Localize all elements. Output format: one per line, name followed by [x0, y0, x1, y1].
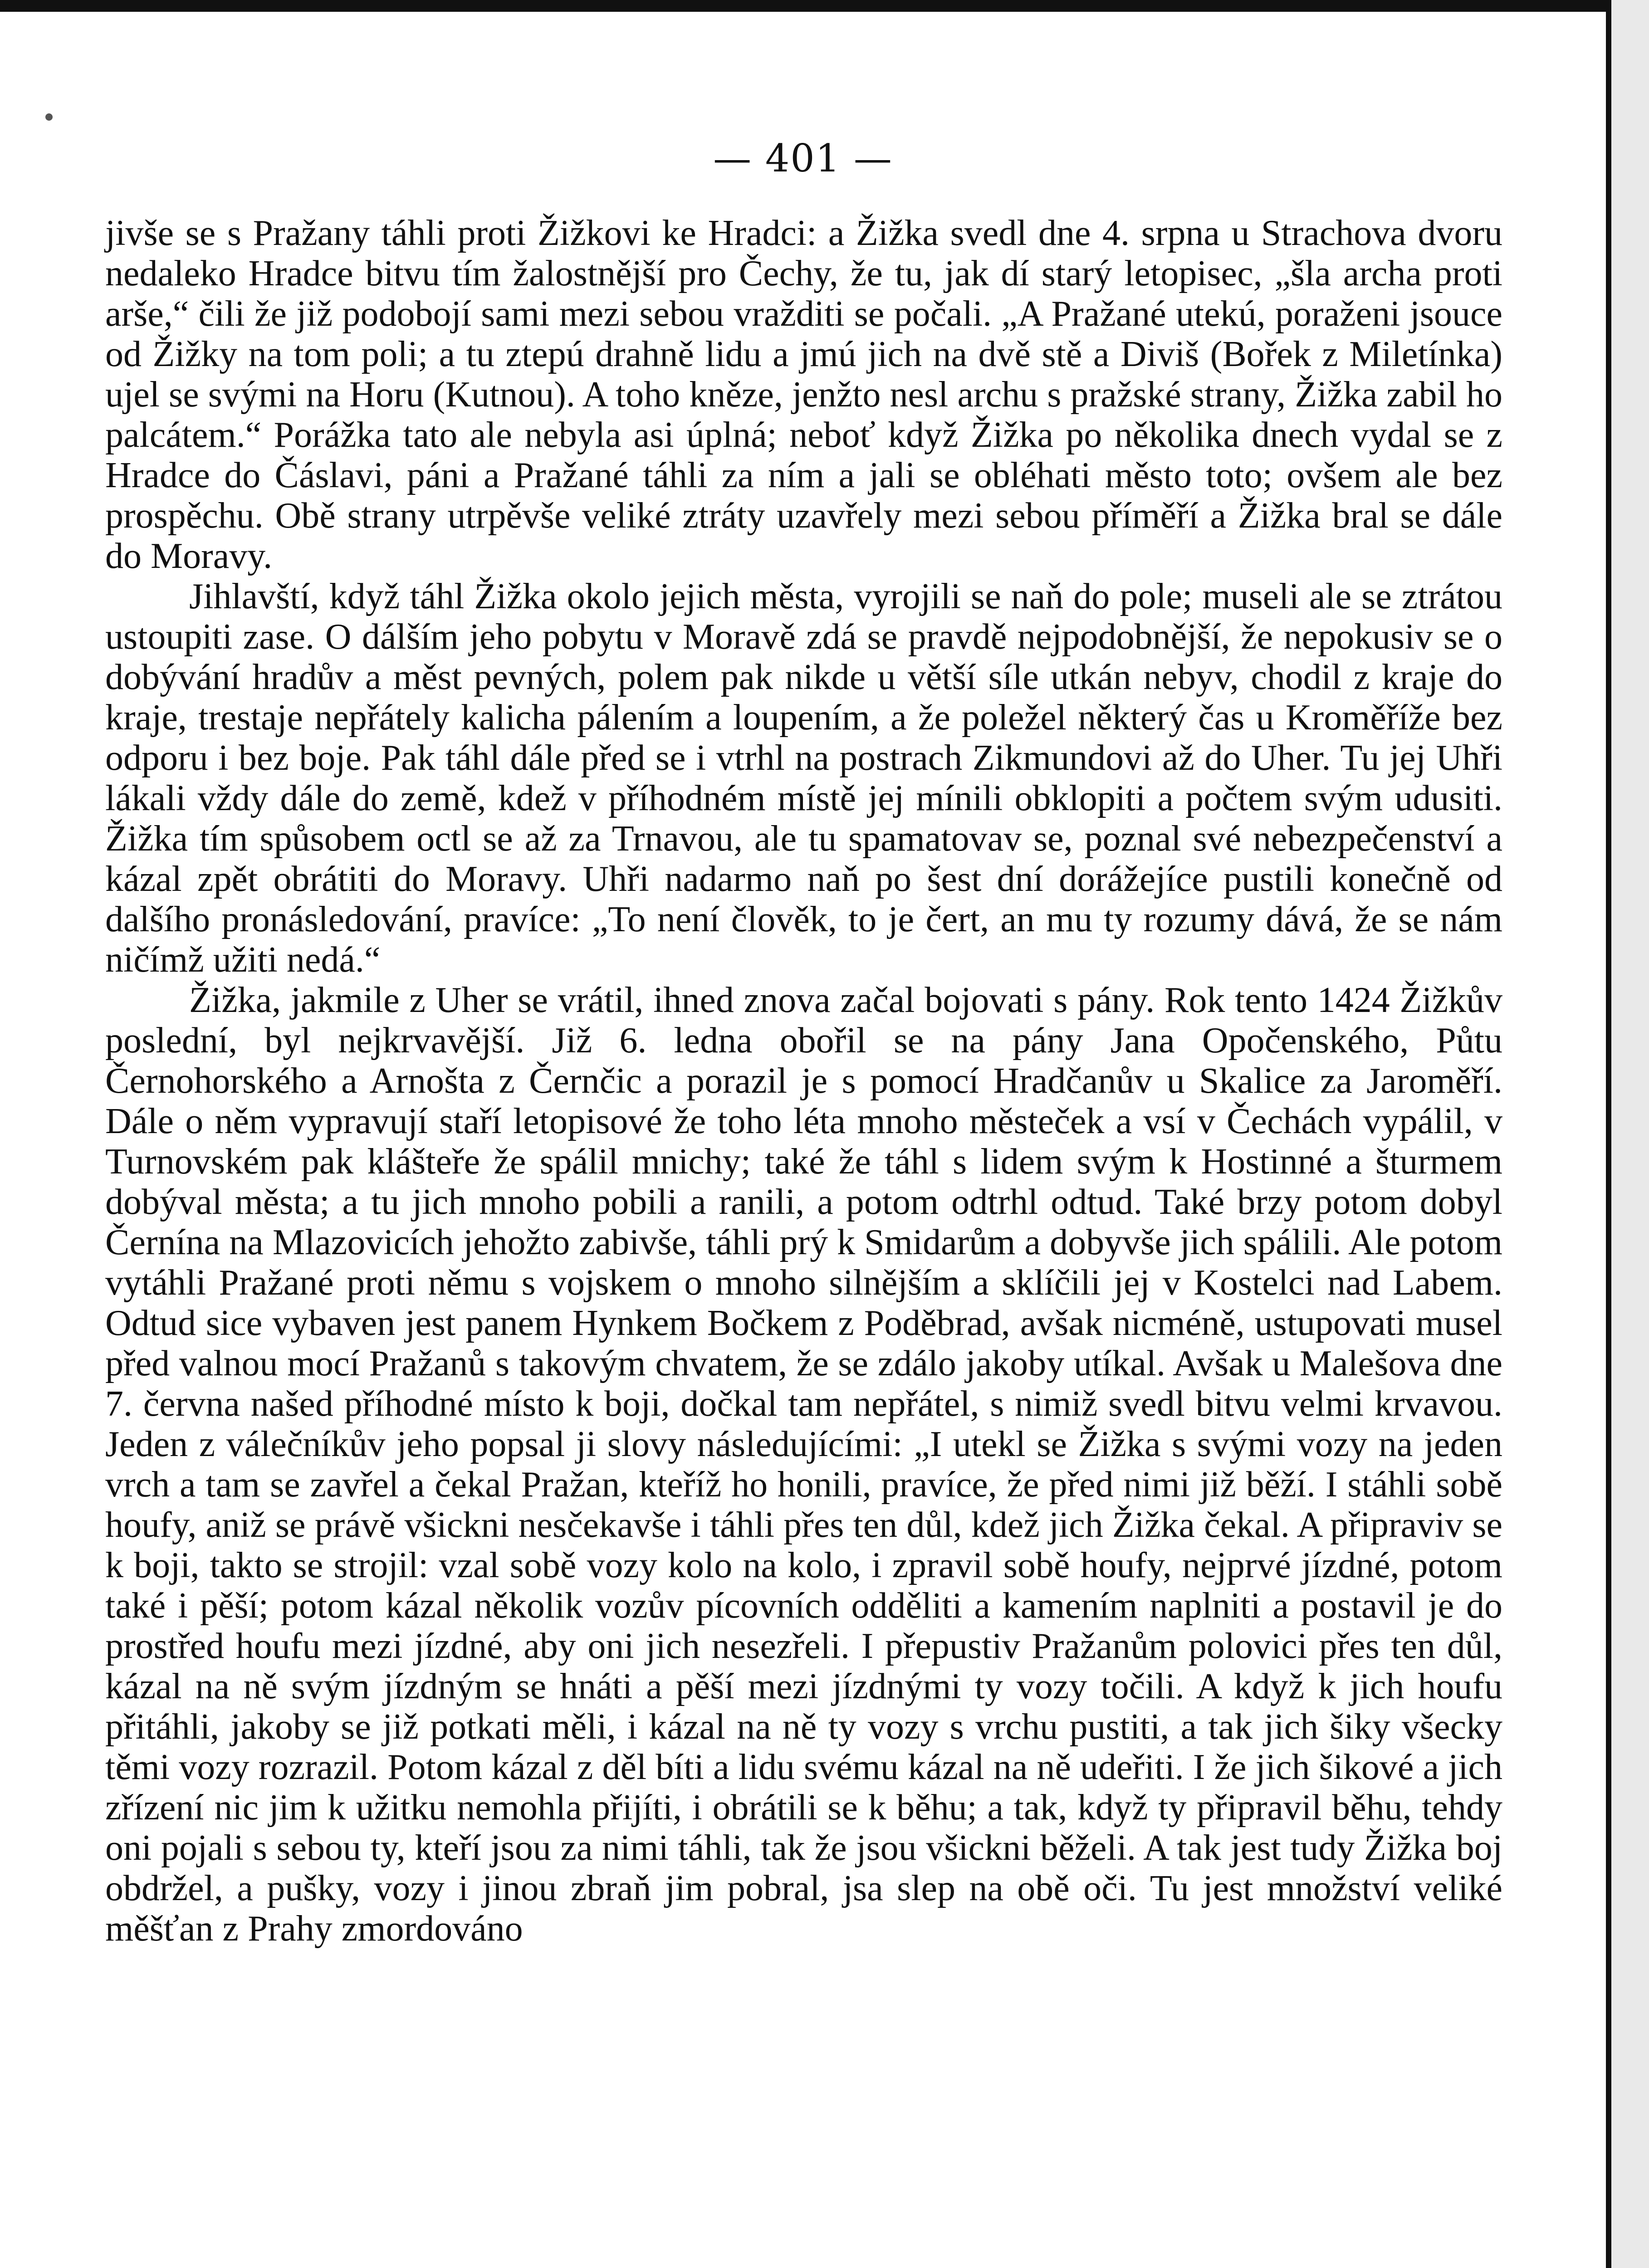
body-text [105, 213, 1502, 1949]
scan-speck [45, 113, 53, 121]
scan-border-right [1606, 0, 1649, 2268]
paragraph-3: Žižka, jakmile z Uher se vrátil, ihned znova začal bojovati s pány. Rok tento 1424 Žižkův poslední, byl nejkrvavější. Již 6. ledna obořil se na pány Jana Opočenského, Půtu Černohorského a Arnošta z Černčic a porazil je s pomocí Hradčanův u Skalice za Jaroměří. Dále o něm vypravují staří letopisové že toho léta mnoho městeček a vsí v Čechách vypálil, v Turnovském pak klášteře že spálil mnichy; také že táhl s lidem svým k Hostinné a šturmem dobýval města; a tu jich mnoho pobili a ranili, a potom odtrhl odtud. Také brzy potom dobyl Černína na Mlazovicích jehožto zabivše, táhli prý k Smidarům a dobyvše jich spálili. Ale potom vytáhli Pražané proti němu s vojskem o mnoho silnějším a sklíčili jej v Kostelci nad Labem. Odtud sice vybaven jest panem Hynkem Bočkem z Poděbrad, avšak nicméně, ustupovati musel před valnou mocí Pražanů s takovým chvatem, že se zdálo jakoby utíkal. Avšak u Malešova dne 7. června našed příhodné místo k boji, dočkal tam nepřátel, s nimiž svedl bitvu velmi krvavou. Jeden z válečníkův jeho popsal ji slovy následujícími: „I utekl se Žižka s svými vozy na jeden vrch a tam se zavřel a čekal Pražan, kteříž ho honili, pravíce, že před nimi již běží. I stáhli sobě houfy, aniž se právě všickni nesčekavše i táhli přes ten důl, kdež jich Žižka čekal. A připraviv se k boji, takto se strojil: vzal sobě vozy kolo na kolo, i zpravil sobě houfy, nejprvé jízdné, potom také i pěší; potom kázal několik vozův pícovních odděliti a kamením naplniti a postavil je do prostřed houfu mezi jízdné, aby oni jich nesezřeli. I přepustiv Pražanům polovici přes ten důl, kázal na ně svým jízdným se hnáti a pěší mezi jízdnými ty vozy točili. A když k jich houfu přitáhli, jakoby se již potkati měli, i kázal na ně ty vozy s vrchu pustiti, a tak jich šiky všecky těmi vozy rozrazil. Potom kázal z děl bíti a lidu svému kázal na ně udeřiti. I že jich šikové a jich zřízení nic jim k užitku nemohla přijíti, i obrátili se k běhu; a tak, když ty připravil běhu, tehdy oni pojali s sebou ty, kteří jsou za nimi táhli, tak že jsou všickni běželi. A tak jest tudy Žižka boj obdržel, a pušky, vozy i jinou zbraň jim pobral, jsa slep na obě oči. Tu jest množství veliké měšťan z Prahy zmordováno [105, 980, 1502, 1949]
paragraph-2: Jihlavští, když táhl Žižka okolo jejich města, vyrojili se naň do pole; museli ale se ztrátou ustoupiti zase. O dálším jeho pobytu v Moravě zdá se pravdě nejpodobnější, že nepokusiv se o dobývání hradův a měst pevných, polem pak nikde u větší síle utkán nebyv, chodil z kraje do kraje, trestaje nepřátely kalicha pálením a loupením, a že poležel některý čas u Kroměříže bez odporu i bez boje. Pak táhl dále před se i vtrhl na postrach Zikmundovi až do Uher. Tu jej Uhři lákali vždy dále do země, kdež v příhodném místě jej mínili obklopiti a počtem svým udusiti. Žižka tím spůsobem octl se až za Trnavou, ale tu spamatovav se, poznal své nebezpečenství a kázal zpět obrátiti do Moravy. Uhři nadarmo naň po šest dní dorážejíce pustili konečně od dalšího pronásledování, pravíce: „To není člověk, to je čert, an mu ty rozumy dává, že se nám ničímž užiti nedá.“ [105, 577, 1502, 980]
scan-border-top [0, 0, 1624, 12]
page-number: — 401 — [713, 136, 893, 181]
paragraph-1: jivše se s Pražany táhli proti Žižkovi ke Hradci: a Žižka svedl dne 4. srpna u Strachova dvoru nedaleko Hradce bitvu tím žalostnější pro Čechy, že tu, jak dí starý letopisec, „šla archa proti arše,“ čili že již podobojí sami mezi sebou vražditi se počali. „A Pražané utekú, poraženi jsouce od Žižky na tom poli; a tu ztepú drahně lidu a jmú jich na dvě stě a Diviš (Bořek z Miletínka) ujel se svými na Horu (Kutnou). A toho kněze, jenžto nesl archu s pražské strany, Žižka zabil ho palcátem.“ Porážka tato ale nebyla asi úplná; neboť když Žižka po několika dnech vydal se z Hradce do Čáslavi, páni a Pražané táhli za ním a jali se obléhati město toto; ovšem ale bez prospěchu. Obě strany utrpěvše veliké ztráty uzavřely mezi sebou příměří a Žižka bral se dále do Moravy. [105, 213, 1502, 576]
